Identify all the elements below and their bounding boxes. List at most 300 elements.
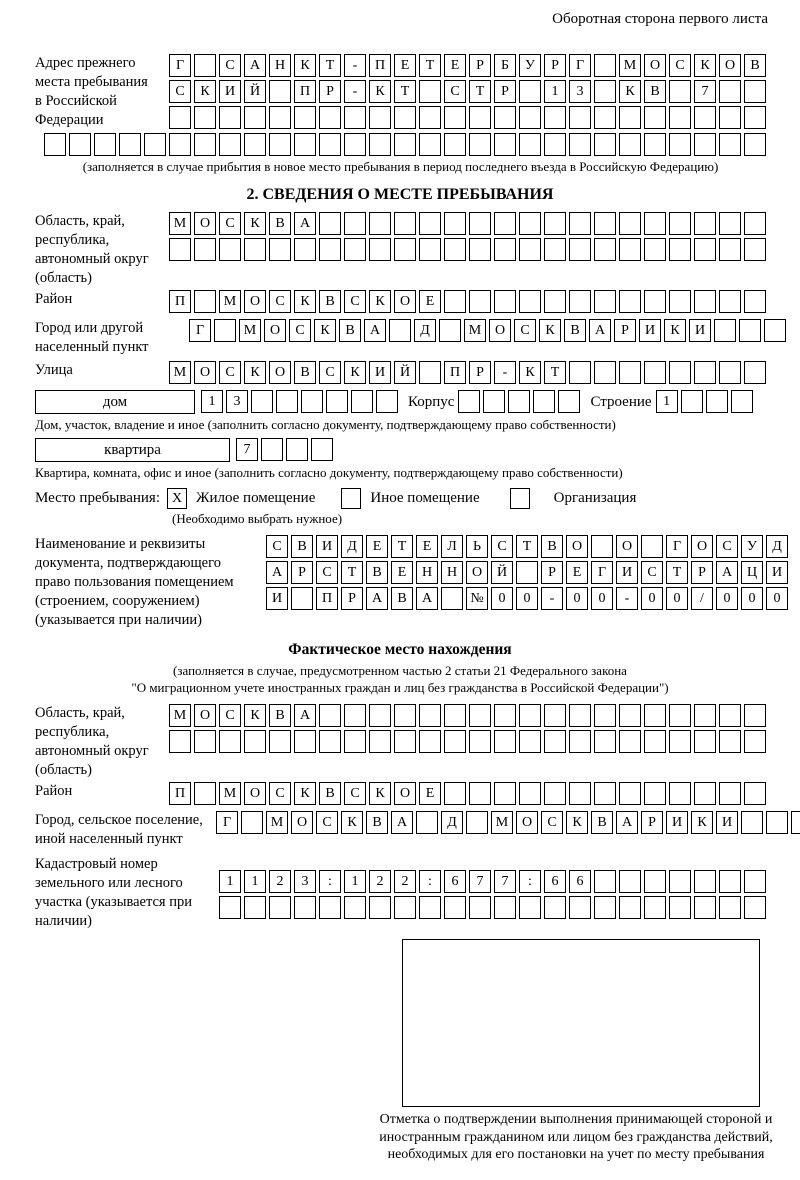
char-box[interactable] bbox=[681, 390, 703, 413]
char-box[interactable]: Г bbox=[216, 811, 238, 834]
char-box[interactable]: О bbox=[516, 811, 538, 834]
char-box[interactable]: 0 bbox=[766, 587, 788, 610]
char-box[interactable]: В bbox=[366, 561, 388, 584]
char-box[interactable] bbox=[194, 54, 216, 77]
char-box[interactable] bbox=[494, 212, 516, 235]
char-box[interactable] bbox=[389, 319, 411, 342]
char-box[interactable]: К bbox=[566, 811, 588, 834]
char-box[interactable]: Б bbox=[494, 54, 516, 77]
char-box[interactable] bbox=[519, 730, 541, 753]
char-box[interactable] bbox=[344, 133, 366, 156]
char-box[interactable]: П bbox=[444, 361, 466, 384]
char-box[interactable]: П bbox=[369, 54, 391, 77]
char-box[interactable]: Г bbox=[569, 54, 591, 77]
char-box[interactable]: А bbox=[616, 811, 638, 834]
char-box[interactable] bbox=[294, 106, 316, 129]
char-box[interactable]: О bbox=[269, 361, 291, 384]
char-box[interactable] bbox=[644, 106, 666, 129]
char-box[interactable] bbox=[394, 133, 416, 156]
char-box[interactable] bbox=[419, 730, 441, 753]
char-box[interactable] bbox=[169, 238, 191, 261]
char-box[interactable] bbox=[669, 80, 691, 103]
char-box[interactable]: К bbox=[244, 361, 266, 384]
char-box[interactable] bbox=[669, 212, 691, 235]
char-box[interactable]: О bbox=[719, 54, 741, 77]
char-box[interactable] bbox=[764, 319, 786, 342]
char-box[interactable] bbox=[719, 704, 741, 727]
char-box[interactable]: В bbox=[591, 811, 613, 834]
char-box[interactable] bbox=[569, 730, 591, 753]
checkbox-organization[interactable] bbox=[510, 488, 530, 509]
char-box[interactable] bbox=[194, 133, 216, 156]
char-box[interactable]: Ц bbox=[741, 561, 763, 584]
char-box[interactable]: А bbox=[589, 319, 611, 342]
char-box[interactable] bbox=[533, 390, 555, 413]
char-box[interactable]: О bbox=[244, 782, 266, 805]
char-box[interactable]: В bbox=[291, 535, 313, 558]
char-box[interactable] bbox=[369, 730, 391, 753]
char-box[interactable] bbox=[694, 238, 716, 261]
char-box[interactable]: И bbox=[766, 561, 788, 584]
char-box[interactable]: В bbox=[366, 811, 388, 834]
char-box[interactable] bbox=[319, 106, 341, 129]
char-box[interactable] bbox=[719, 133, 741, 156]
char-box[interactable]: К bbox=[294, 782, 316, 805]
char-box[interactable] bbox=[369, 704, 391, 727]
char-box[interactable]: В bbox=[269, 704, 291, 727]
char-box[interactable]: А bbox=[266, 561, 288, 584]
char-box[interactable] bbox=[244, 133, 266, 156]
char-box[interactable]: С bbox=[716, 535, 738, 558]
char-box[interactable]: - bbox=[616, 587, 638, 610]
char-box[interactable] bbox=[294, 238, 316, 261]
char-box[interactable]: М bbox=[464, 319, 486, 342]
char-box[interactable] bbox=[719, 782, 741, 805]
char-box[interactable]: Е bbox=[419, 782, 441, 805]
char-box[interactable] bbox=[569, 106, 591, 129]
char-box[interactable] bbox=[394, 106, 416, 129]
char-box[interactable]: М bbox=[491, 811, 513, 834]
char-box[interactable]: - bbox=[541, 587, 563, 610]
char-box[interactable] bbox=[394, 238, 416, 261]
char-box[interactable]: 2 bbox=[369, 870, 391, 893]
char-box[interactable] bbox=[494, 290, 516, 313]
char-box[interactable] bbox=[544, 133, 566, 156]
char-box[interactable] bbox=[744, 870, 766, 893]
char-box[interactable] bbox=[219, 133, 241, 156]
char-box[interactable] bbox=[251, 390, 273, 413]
char-box[interactable] bbox=[619, 870, 641, 893]
char-box[interactable] bbox=[744, 106, 766, 129]
char-box[interactable] bbox=[169, 730, 191, 753]
char-box[interactable]: К bbox=[294, 54, 316, 77]
char-box[interactable] bbox=[619, 782, 641, 805]
char-box[interactable] bbox=[569, 238, 591, 261]
char-box[interactable]: Н bbox=[441, 561, 463, 584]
char-box[interactable]: М bbox=[169, 361, 191, 384]
char-box[interactable] bbox=[319, 704, 341, 727]
char-box[interactable] bbox=[419, 212, 441, 235]
char-box[interactable]: Т bbox=[391, 535, 413, 558]
char-box[interactable] bbox=[469, 133, 491, 156]
char-box[interactable] bbox=[69, 133, 91, 156]
char-box[interactable] bbox=[558, 390, 580, 413]
char-box[interactable]: Е bbox=[566, 561, 588, 584]
char-box[interactable] bbox=[294, 133, 316, 156]
char-box[interactable]: 0 bbox=[591, 587, 613, 610]
char-box[interactable]: В bbox=[541, 535, 563, 558]
char-box[interactable]: А bbox=[294, 704, 316, 727]
char-box[interactable]: П bbox=[294, 80, 316, 103]
char-box[interactable] bbox=[594, 212, 616, 235]
char-box[interactable] bbox=[669, 238, 691, 261]
char-box[interactable] bbox=[269, 133, 291, 156]
char-box[interactable]: П bbox=[169, 290, 191, 313]
char-box[interactable] bbox=[394, 896, 416, 919]
char-box[interactable] bbox=[494, 896, 516, 919]
char-box[interactable] bbox=[544, 704, 566, 727]
char-box[interactable]: И bbox=[616, 561, 638, 584]
char-box[interactable] bbox=[244, 896, 266, 919]
char-box[interactable]: В bbox=[744, 54, 766, 77]
char-box[interactable] bbox=[719, 238, 741, 261]
char-box[interactable] bbox=[744, 238, 766, 261]
char-box[interactable]: 0 bbox=[716, 587, 738, 610]
char-box[interactable] bbox=[694, 106, 716, 129]
char-box[interactable]: Р bbox=[494, 80, 516, 103]
char-box[interactable] bbox=[544, 238, 566, 261]
char-box[interactable] bbox=[319, 133, 341, 156]
char-box[interactable]: Т bbox=[544, 361, 566, 384]
char-box[interactable] bbox=[344, 730, 366, 753]
char-box[interactable] bbox=[744, 80, 766, 103]
char-box[interactable]: О bbox=[644, 54, 666, 77]
char-box[interactable] bbox=[169, 133, 191, 156]
char-box[interactable]: К bbox=[314, 319, 336, 342]
char-box[interactable]: С bbox=[266, 535, 288, 558]
char-box[interactable]: 2 bbox=[269, 870, 291, 893]
char-box[interactable] bbox=[594, 133, 616, 156]
char-box[interactable] bbox=[291, 587, 313, 610]
char-box[interactable] bbox=[319, 896, 341, 919]
char-box[interactable]: Р bbox=[291, 561, 313, 584]
char-box[interactable] bbox=[319, 212, 341, 235]
char-box[interactable] bbox=[261, 438, 283, 461]
char-box[interactable]: Е bbox=[394, 54, 416, 77]
char-box[interactable] bbox=[269, 730, 291, 753]
char-box[interactable] bbox=[594, 80, 616, 103]
char-box[interactable] bbox=[219, 896, 241, 919]
apartment-type-box[interactable]: квартира bbox=[35, 438, 230, 462]
char-box[interactable]: 6 bbox=[569, 870, 591, 893]
char-box[interactable]: Н bbox=[269, 54, 291, 77]
char-box[interactable] bbox=[269, 238, 291, 261]
char-box[interactable] bbox=[194, 106, 216, 129]
char-box[interactable] bbox=[744, 704, 766, 727]
char-box[interactable]: О bbox=[394, 782, 416, 805]
char-box[interactable]: А bbox=[416, 587, 438, 610]
char-box[interactable]: Р bbox=[541, 561, 563, 584]
char-box[interactable] bbox=[269, 106, 291, 129]
char-box[interactable] bbox=[483, 390, 505, 413]
char-box[interactable] bbox=[669, 730, 691, 753]
char-box[interactable]: С bbox=[316, 561, 338, 584]
char-box[interactable]: С bbox=[269, 290, 291, 313]
char-box[interactable]: Р bbox=[544, 54, 566, 77]
checkbox-other-premises[interactable] bbox=[341, 488, 361, 509]
char-box[interactable]: Т bbox=[666, 561, 688, 584]
char-box[interactable] bbox=[119, 133, 141, 156]
char-box[interactable] bbox=[319, 730, 341, 753]
char-box[interactable]: 7 bbox=[236, 438, 258, 461]
char-box[interactable] bbox=[544, 782, 566, 805]
char-box[interactable] bbox=[351, 390, 373, 413]
char-box[interactable] bbox=[644, 290, 666, 313]
char-box[interactable]: С bbox=[344, 782, 366, 805]
char-box[interactable] bbox=[569, 704, 591, 727]
char-box[interactable]: К bbox=[619, 80, 641, 103]
char-box[interactable]: Е bbox=[366, 535, 388, 558]
char-box[interactable]: К bbox=[341, 811, 363, 834]
char-box[interactable] bbox=[494, 782, 516, 805]
char-box[interactable] bbox=[744, 782, 766, 805]
char-box[interactable] bbox=[419, 704, 441, 727]
char-box[interactable]: Р bbox=[469, 54, 491, 77]
char-box[interactable] bbox=[766, 811, 788, 834]
char-box[interactable] bbox=[744, 133, 766, 156]
char-box[interactable] bbox=[569, 782, 591, 805]
char-box[interactable]: 1 bbox=[544, 80, 566, 103]
char-box[interactable] bbox=[569, 361, 591, 384]
char-box[interactable] bbox=[719, 212, 741, 235]
char-box[interactable]: 7 bbox=[694, 80, 716, 103]
char-box[interactable] bbox=[194, 238, 216, 261]
char-box[interactable] bbox=[594, 290, 616, 313]
char-box[interactable] bbox=[469, 106, 491, 129]
char-box[interactable]: Р bbox=[319, 80, 341, 103]
char-box[interactable]: 3 bbox=[294, 870, 316, 893]
char-box[interactable]: 1 bbox=[344, 870, 366, 893]
char-box[interactable] bbox=[369, 896, 391, 919]
char-box[interactable] bbox=[644, 238, 666, 261]
char-box[interactable] bbox=[469, 238, 491, 261]
char-box[interactable] bbox=[619, 290, 641, 313]
char-box[interactable]: 6 bbox=[544, 870, 566, 893]
char-box[interactable] bbox=[444, 238, 466, 261]
char-box[interactable]: С bbox=[491, 535, 513, 558]
char-box[interactable] bbox=[419, 238, 441, 261]
char-box[interactable] bbox=[669, 290, 691, 313]
char-box[interactable]: Г bbox=[666, 535, 688, 558]
char-box[interactable]: Д bbox=[414, 319, 436, 342]
char-box[interactable]: Г bbox=[189, 319, 211, 342]
char-box[interactable]: О bbox=[566, 535, 588, 558]
char-box[interactable] bbox=[444, 704, 466, 727]
char-box[interactable] bbox=[544, 106, 566, 129]
char-box[interactable]: С bbox=[669, 54, 691, 77]
char-box[interactable] bbox=[376, 390, 398, 413]
char-box[interactable]: С bbox=[219, 704, 241, 727]
char-box[interactable]: И bbox=[639, 319, 661, 342]
char-box[interactable]: И bbox=[369, 361, 391, 384]
char-box[interactable] bbox=[519, 896, 541, 919]
char-box[interactable] bbox=[669, 870, 691, 893]
char-box[interactable] bbox=[694, 896, 716, 919]
char-box[interactable] bbox=[394, 730, 416, 753]
char-box[interactable]: С bbox=[319, 361, 341, 384]
char-box[interactable] bbox=[344, 238, 366, 261]
char-box[interactable] bbox=[94, 133, 116, 156]
char-box[interactable] bbox=[694, 870, 716, 893]
char-box[interactable]: И bbox=[316, 535, 338, 558]
char-box[interactable]: У bbox=[519, 54, 541, 77]
char-box[interactable] bbox=[439, 319, 461, 342]
char-box[interactable] bbox=[644, 704, 666, 727]
char-box[interactable]: Й bbox=[491, 561, 513, 584]
char-box[interactable] bbox=[644, 212, 666, 235]
char-box[interactable]: / bbox=[691, 587, 713, 610]
char-box[interactable]: К bbox=[694, 54, 716, 77]
char-box[interactable]: К bbox=[194, 80, 216, 103]
char-box[interactable] bbox=[669, 704, 691, 727]
char-box[interactable]: У bbox=[741, 535, 763, 558]
char-box[interactable] bbox=[619, 106, 641, 129]
char-box[interactable]: К bbox=[691, 811, 713, 834]
char-box[interactable] bbox=[719, 290, 741, 313]
char-box[interactable] bbox=[344, 212, 366, 235]
char-box[interactable] bbox=[619, 730, 641, 753]
char-box[interactable] bbox=[694, 290, 716, 313]
char-box[interactable]: : bbox=[419, 870, 441, 893]
char-box[interactable]: А bbox=[716, 561, 738, 584]
char-box[interactable] bbox=[694, 704, 716, 727]
char-box[interactable]: Т bbox=[419, 54, 441, 77]
char-box[interactable]: С bbox=[219, 212, 241, 235]
char-box[interactable] bbox=[44, 133, 66, 156]
char-box[interactable]: В bbox=[339, 319, 361, 342]
char-box[interactable] bbox=[791, 811, 800, 834]
char-box[interactable]: А bbox=[391, 811, 413, 834]
char-box[interactable]: С bbox=[219, 361, 241, 384]
char-box[interactable]: Й bbox=[394, 361, 416, 384]
char-box[interactable] bbox=[644, 133, 666, 156]
char-box[interactable]: И bbox=[266, 587, 288, 610]
char-box[interactable]: М bbox=[169, 704, 191, 727]
char-box[interactable] bbox=[669, 361, 691, 384]
char-box[interactable]: С bbox=[344, 290, 366, 313]
char-box[interactable] bbox=[508, 390, 530, 413]
char-box[interactable]: И bbox=[219, 80, 241, 103]
char-box[interactable] bbox=[744, 730, 766, 753]
char-box[interactable] bbox=[519, 212, 541, 235]
char-box[interactable]: 0 bbox=[566, 587, 588, 610]
char-box[interactable]: - bbox=[344, 80, 366, 103]
char-box[interactable]: Р bbox=[469, 361, 491, 384]
char-box[interactable]: 1 bbox=[219, 870, 241, 893]
char-box[interactable]: С bbox=[269, 782, 291, 805]
char-box[interactable]: 7 bbox=[494, 870, 516, 893]
char-box[interactable]: : bbox=[519, 870, 541, 893]
char-box[interactable]: М bbox=[239, 319, 261, 342]
char-box[interactable] bbox=[591, 535, 613, 558]
char-box[interactable] bbox=[444, 782, 466, 805]
char-box[interactable] bbox=[276, 390, 298, 413]
char-box[interactable]: О bbox=[616, 535, 638, 558]
char-box[interactable] bbox=[469, 290, 491, 313]
char-box[interactable] bbox=[214, 319, 236, 342]
char-box[interactable]: Р bbox=[614, 319, 636, 342]
char-box[interactable] bbox=[669, 133, 691, 156]
char-box[interactable] bbox=[644, 870, 666, 893]
char-box[interactable]: 1 bbox=[656, 390, 678, 413]
char-box[interactable]: О bbox=[194, 361, 216, 384]
char-box[interactable] bbox=[744, 290, 766, 313]
char-box[interactable]: М bbox=[169, 212, 191, 235]
char-box[interactable] bbox=[694, 730, 716, 753]
char-box[interactable] bbox=[394, 212, 416, 235]
char-box[interactable]: С bbox=[641, 561, 663, 584]
char-box[interactable] bbox=[744, 896, 766, 919]
char-box[interactable] bbox=[619, 238, 641, 261]
char-box[interactable] bbox=[369, 106, 391, 129]
char-box[interactable] bbox=[444, 730, 466, 753]
char-box[interactable] bbox=[569, 133, 591, 156]
char-box[interactable] bbox=[719, 896, 741, 919]
char-box[interactable]: Т bbox=[394, 80, 416, 103]
char-box[interactable]: Й bbox=[244, 80, 266, 103]
char-box[interactable]: С bbox=[444, 80, 466, 103]
char-box[interactable] bbox=[369, 212, 391, 235]
char-box[interactable]: - bbox=[494, 361, 516, 384]
char-box[interactable]: С bbox=[169, 80, 191, 103]
char-box[interactable] bbox=[519, 782, 541, 805]
char-box[interactable] bbox=[469, 704, 491, 727]
char-box[interactable] bbox=[594, 704, 616, 727]
char-box[interactable] bbox=[494, 106, 516, 129]
char-box[interactable] bbox=[441, 587, 463, 610]
char-box[interactable]: Г bbox=[591, 561, 613, 584]
char-box[interactable] bbox=[344, 896, 366, 919]
char-box[interactable]: К bbox=[244, 212, 266, 235]
char-box[interactable]: К bbox=[244, 704, 266, 727]
char-box[interactable]: Р bbox=[641, 811, 663, 834]
char-box[interactable] bbox=[419, 106, 441, 129]
char-box[interactable] bbox=[494, 238, 516, 261]
char-box[interactable] bbox=[419, 361, 441, 384]
char-box[interactable] bbox=[194, 290, 216, 313]
char-box[interactable]: 6 bbox=[444, 870, 466, 893]
char-box[interactable] bbox=[594, 870, 616, 893]
char-box[interactable]: О bbox=[489, 319, 511, 342]
char-box[interactable] bbox=[194, 730, 216, 753]
char-box[interactable]: Е bbox=[444, 54, 466, 77]
char-box[interactable] bbox=[594, 54, 616, 77]
char-box[interactable]: В bbox=[644, 80, 666, 103]
char-box[interactable] bbox=[739, 319, 761, 342]
char-box[interactable]: О bbox=[291, 811, 313, 834]
char-box[interactable]: Е bbox=[419, 290, 441, 313]
char-box[interactable] bbox=[644, 782, 666, 805]
char-box[interactable]: О bbox=[194, 704, 216, 727]
char-box[interactable]: С bbox=[289, 319, 311, 342]
char-box[interactable] bbox=[219, 106, 241, 129]
char-box[interactable]: Е bbox=[391, 561, 413, 584]
char-box[interactable] bbox=[319, 238, 341, 261]
char-box[interactable] bbox=[444, 290, 466, 313]
char-box[interactable]: К bbox=[369, 80, 391, 103]
char-box[interactable] bbox=[469, 782, 491, 805]
char-box[interactable]: С bbox=[541, 811, 563, 834]
